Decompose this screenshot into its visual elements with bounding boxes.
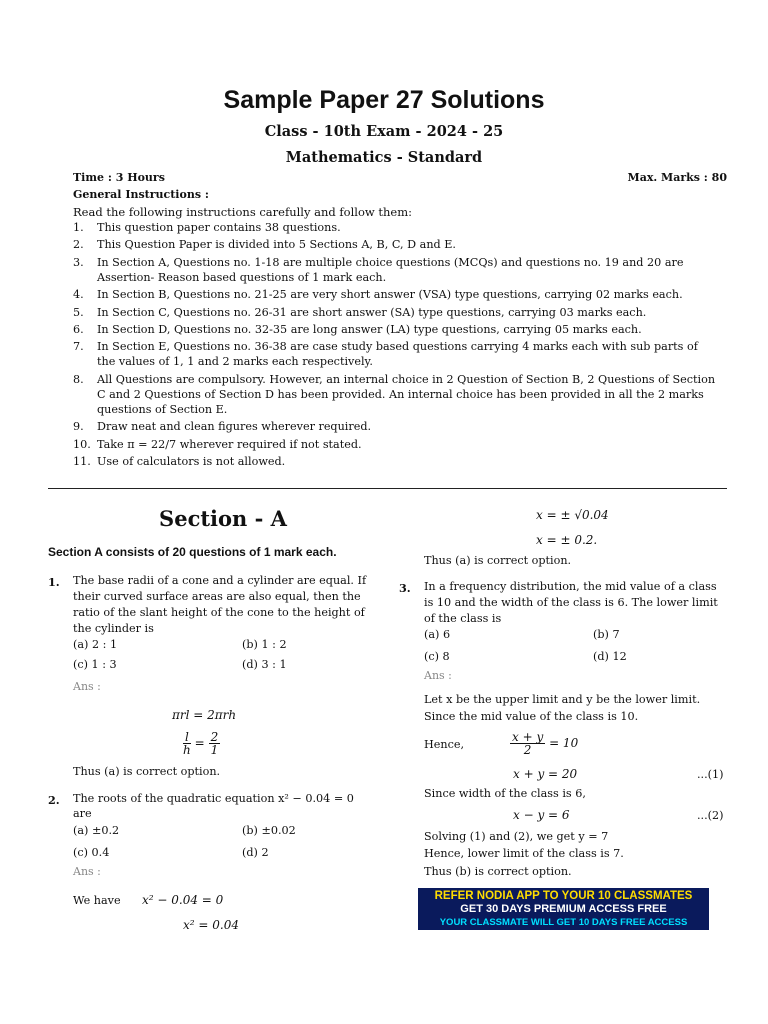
q1-option-c: (c) 1 : 3	[73, 658, 117, 671]
instruction-text: Draw neat and clean figures wherever required.	[97, 420, 372, 434]
instruction-number: 2.	[73, 238, 84, 252]
section-title: Section - A	[159, 506, 287, 531]
q1-option-a: (a) 2 : 1	[73, 638, 118, 651]
q1-option-b: (b) 1 : 2	[242, 638, 287, 651]
instruction-number: 3.	[73, 255, 84, 269]
q2-equation-4: x = ± 0.2.	[536, 533, 598, 547]
max-marks-label: Max. Marks : 80	[627, 171, 727, 184]
instruction-number: 10.	[73, 437, 91, 451]
instruction-number: 7.	[73, 340, 84, 354]
read-instructions-line: Read the following instructions carefully and follow them:	[73, 205, 412, 219]
time-label: Time : 3 Hours	[73, 171, 165, 184]
q3-number: 3.	[399, 581, 411, 595]
instruction-text: questions of Section E.	[97, 402, 228, 416]
instruction-text: This question paper contains 38 questions.	[97, 221, 341, 234]
q2-option-d: (d) 2	[242, 846, 269, 859]
instruction-number: 5.	[73, 305, 84, 319]
q3-text: In a frequency distribution, the mid value of a class is 10 and the width of the class is 6. The lower limit of the class is	[424, 580, 718, 625]
general-instructions-heading: General Instructions :	[73, 188, 209, 201]
q2-option-b: (b) ±0.02	[242, 824, 296, 837]
q3-equation-2: x + y = 20	[513, 767, 578, 781]
q2-text-line2: are	[73, 807, 92, 820]
instruction-text: C and 2 Questions of Section D has been provided. An internal choice has been provided in all the 2 marks	[97, 387, 704, 401]
instruction-number: 6.	[73, 323, 84, 336]
instruction-text: All Questions are compulsory. However, an internal choice in 2 Question of Section B, 2 Questions of Section	[97, 372, 716, 386]
q3-solution-line2: Since the mid value of the class is 10.	[424, 710, 639, 723]
instruction-number: 1.	[73, 221, 84, 234]
q2-option-a: (a) ±0.2	[73, 824, 120, 837]
q3-eq-tag-2: ...(2)	[697, 809, 724, 822]
instruction-number: 4.	[73, 288, 84, 302]
q3-option-b: (b) 7	[593, 628, 620, 641]
section-note: Section A consists of 20 questions of 1 mark each.	[48, 545, 337, 559]
q2-equation-3: x = ± √0.04	[536, 508, 609, 522]
q2-equation-2: x² = 0.04	[183, 918, 239, 932]
subject-subtitle: Mathematics - Standard	[285, 149, 483, 166]
page-title: Sample Paper 27 Solutions	[223, 86, 545, 114]
q3-option-d: (d) 12	[593, 650, 627, 663]
promo-line-3: YOUR CLASSMATE WILL GET 10 DAYS FREE ACCESS	[439, 917, 688, 928]
instruction-number: 8.	[73, 372, 84, 386]
instruction-text: In Section D, Questions no. 32-35 are long answer (LA) type questions, carrying 05 marks each.	[97, 323, 642, 336]
q2-equation-1: x² − 0.04 = 0	[142, 893, 224, 907]
q1-number: 1.	[48, 575, 60, 589]
q2-number: 2.	[48, 793, 60, 807]
instruction-text: In Section B, Questions no. 21-25 are very short answer (VSA) type questions, carrying 02 marks each.	[97, 288, 683, 302]
q3-conclusion: Thus (b) is correct option.	[424, 865, 572, 878]
q1-conclusion: Thus (a) is correct option.	[73, 765, 221, 778]
q1-option-d: (d) 3 : 1	[242, 658, 287, 671]
instruction-text: the values of 1, 1 and 2 marks each respectively.	[97, 355, 373, 369]
promo-line-2: GET 30 DAYS PREMIUM ACCESS FREE	[460, 903, 667, 915]
q3-equation-3: x − y = 6	[513, 808, 570, 822]
promo-banner[interactable]	[418, 888, 709, 930]
q1-equation-2: $\frac{l}{h}$ = $\frac{2}{1}$	[183, 730, 219, 757]
instruction-text: This Question Paper is divided into 5 Sections A, B, C, D and E.	[97, 238, 456, 252]
q1-equation-1: πrl = 2πrh	[172, 708, 237, 722]
q3-equation-1: $\frac{x + y}{2}$ = 10	[512, 730, 579, 757]
q2-ans-label: Ans :	[73, 865, 101, 878]
q3-solution-line5: Hence, lower limit of the class is 7.	[424, 847, 624, 860]
q1-text: The base radii of a cone and a cylinder are equal. If their curved surface areas are also equal, then the ratio of the slant height of the cone to the height of the cylinder is	[73, 574, 367, 635]
q2-text-line1: The roots of the quadratic equation x² − 0.04 = 0	[73, 792, 354, 805]
q1-ans-label: Ans :	[73, 680, 101, 693]
q3-eq-tag-1: ...(1)	[697, 768, 724, 781]
q3-ans-label: Ans :	[424, 669, 452, 682]
q3-option-c: (c) 8	[424, 650, 450, 663]
instruction-text: Assertion- Reason based questions of 1 mark each.	[97, 270, 387, 284]
q3-solution-line1: Let x be the upper limit and y be the lower limit.	[424, 693, 701, 706]
q3-solution-line3: Since width of the class is 6,	[424, 787, 586, 800]
q3-solution-line4: Solving (1) and (2), we get y = 7	[424, 830, 609, 843]
promo-line-1: REFER NODIA APP TO YOUR 10 CLASSMATES	[434, 890, 693, 902]
class-subtitle: Class - 10th Exam - 2024 - 25	[264, 123, 504, 140]
q2-conclusion: Thus (a) is correct option.	[424, 554, 572, 567]
instruction-text: In Section A, Questions no. 1-18 are multiple choice questions (MCQs) and questions no. 19 and 20 are	[97, 255, 684, 269]
q3-hence: Hence,	[424, 738, 465, 751]
instruction-text: Take π = 22/7 wherever required if not stated.	[97, 437, 362, 451]
instruction-number: 11.	[73, 455, 91, 468]
instruction-text: Use of calculators is not allowed.	[97, 455, 286, 468]
q2-we-have: We have	[73, 894, 121, 907]
section-divider	[48, 488, 727, 489]
instruction-number: 9.	[73, 420, 84, 434]
q2-option-c: (c) 0.4	[73, 846, 110, 859]
instruction-text: In Section C, Questions no. 26-31 are short answer (SA) type questions, carrying 03 marks each.	[97, 305, 647, 319]
q3-option-a: (a) 6	[424, 628, 451, 641]
instruction-text: In Section E, Questions no. 36-38 are case study based questions carrying 4 marks each with sub parts of	[97, 340, 698, 354]
